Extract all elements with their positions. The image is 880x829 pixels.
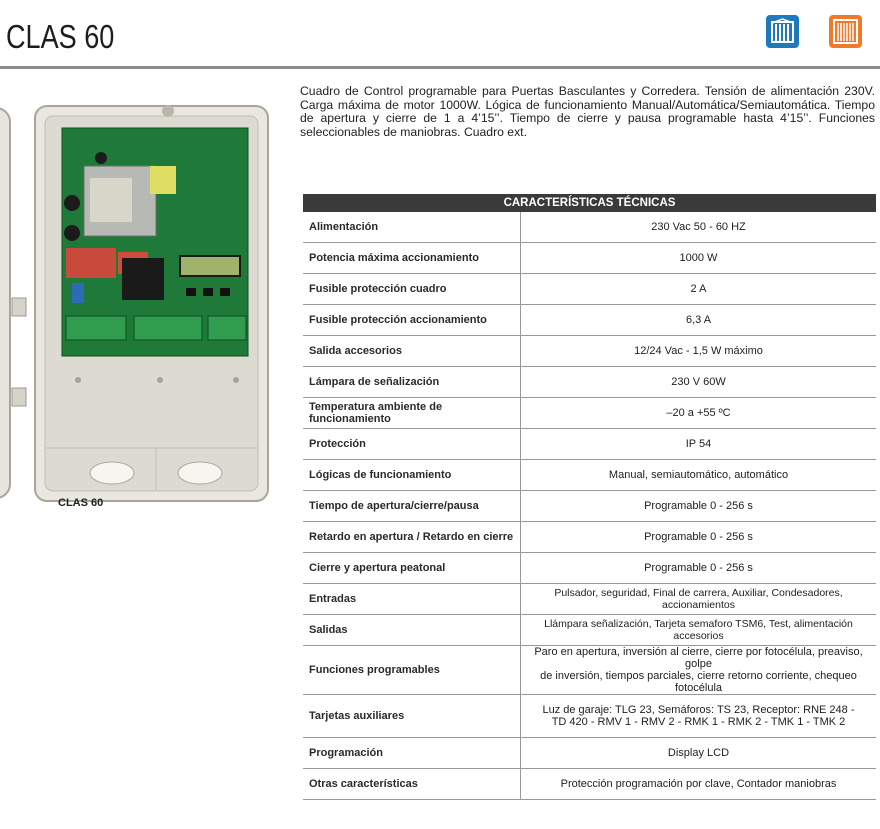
spec-value-line: TD 420 - RMV 1 - RMV 2 - RMK 1 - RMK 2 - TMK 1 - TMK 2	[551, 716, 846, 728]
spec-label: Tarjetas auxiliares	[303, 695, 521, 738]
spec-value: –20 a +55 ºC	[521, 398, 877, 429]
spec-label: Salida accesorios	[303, 336, 521, 367]
spec-label: Temperatura ambiente de funcionamiento	[303, 398, 521, 429]
table-row	[303, 615, 876, 646]
spec-value: Programable 0 - 256 s	[521, 522, 877, 553]
spec-label: Fusible protección cuadro	[303, 274, 521, 305]
spec-value: IP 54	[521, 429, 877, 460]
table-row	[303, 553, 876, 584]
table-row	[303, 336, 876, 367]
spec-value: Programable 0 - 256 s	[521, 553, 877, 584]
table-row	[303, 274, 876, 305]
table-row	[303, 212, 876, 243]
product-description: Cuadro de Control programable para Puertas Basculantes y Corredera. Tensión de alimentación 230V. Carga máxima de motor 1000W. Lógica de funcionamiento Manual/Automática/Semiautomática. Tiempo de apertura y cierre de 1 a 4’15’’. Tiempo de cierre y pausa programable hasta 4’15’’. Funciones seleccionables de maniobras. Cuadro ext.	[300, 84, 875, 139]
table-row	[303, 769, 876, 800]
sectional-door-icon	[766, 15, 799, 48]
table-row	[303, 460, 876, 491]
table-row	[303, 695, 876, 738]
spec-label: Fusible protección accionamiento	[303, 305, 521, 336]
table-row	[303, 522, 876, 553]
spec-value: Display LCD	[521, 738, 877, 769]
spec-value: Manual, semiautomático, automático	[521, 460, 877, 491]
spec-value	[521, 646, 877, 695]
spec-value-line: Paro en apertura, inversión al cierre, cierre por fotocélula, preaviso, golpe	[534, 646, 863, 670]
table-row	[303, 243, 876, 274]
spec-label: Tiempo de apertura/cierre/pausa	[303, 491, 521, 522]
spec-label: Protección	[303, 429, 521, 460]
spec-label: Alimentación	[303, 212, 521, 243]
spec-value: 12/24 Vac - 1,5 W máximo	[521, 336, 877, 367]
spec-value: 230 V 60W	[521, 367, 877, 398]
table-row	[303, 367, 876, 398]
spec-value: Llámpara señalización, Tarjeta semaforo TSM6, Test, alimentación accesorios	[521, 615, 877, 646]
spec-label: Lámpara de señalización	[303, 367, 521, 398]
table-row	[303, 584, 876, 615]
table-row	[303, 429, 876, 460]
spec-value: 1000 W	[521, 243, 877, 274]
spec-label: Programación	[303, 738, 521, 769]
table-row	[303, 305, 876, 336]
spec-value: 2 A	[521, 274, 877, 305]
title-rule	[0, 66, 880, 69]
spec-value: 230 Vac 50 - 60 HZ	[521, 212, 877, 243]
spec-label: Otras características	[303, 769, 521, 800]
spec-label: Cierre y apertura peatonal	[303, 553, 521, 584]
table-row	[303, 738, 876, 769]
spec-label: Potencia máxima accionamiento	[303, 243, 521, 274]
spec-label: Retardo en apertura / Retardo en cierre	[303, 522, 521, 553]
spec-value: Programable 0 - 256 s	[521, 491, 877, 522]
spec-value	[521, 695, 877, 738]
table-row	[303, 491, 876, 522]
spec-value: Pulsador, seguridad, Final de carrera, Auxiliar, Condesadores, accionamientos	[521, 584, 877, 615]
spec-value: Protección programación por clave, Contador maniobras	[521, 769, 877, 800]
technical-specifications-table	[303, 194, 876, 800]
rolling-shutter-icon	[829, 15, 862, 48]
spec-label: Entradas	[303, 584, 521, 615]
photo-caption: CLAS 60	[58, 497, 104, 509]
product-photo	[0, 88, 275, 503]
spec-label: Salidas	[303, 615, 521, 646]
spec-value-line: de inversión, tiempos parciales, cierre retorno corriente, chequeo fotocélula	[540, 670, 857, 694]
page-title: CLAS 60	[6, 18, 115, 55]
specs-heading: CARACTERÍSTICAS TÉCNICAS	[303, 194, 876, 212]
spec-label: Lógicas de funcionamiento	[303, 460, 521, 491]
table-row	[303, 398, 876, 429]
spec-value: 6,3 A	[521, 305, 877, 336]
table-row	[303, 646, 876, 695]
spec-label: Funciones programables	[303, 646, 521, 695]
spec-value-line: Luz de garaje: TLG 23, Semáforos: TS 23, Receptor: RNE 248 -	[542, 704, 855, 716]
